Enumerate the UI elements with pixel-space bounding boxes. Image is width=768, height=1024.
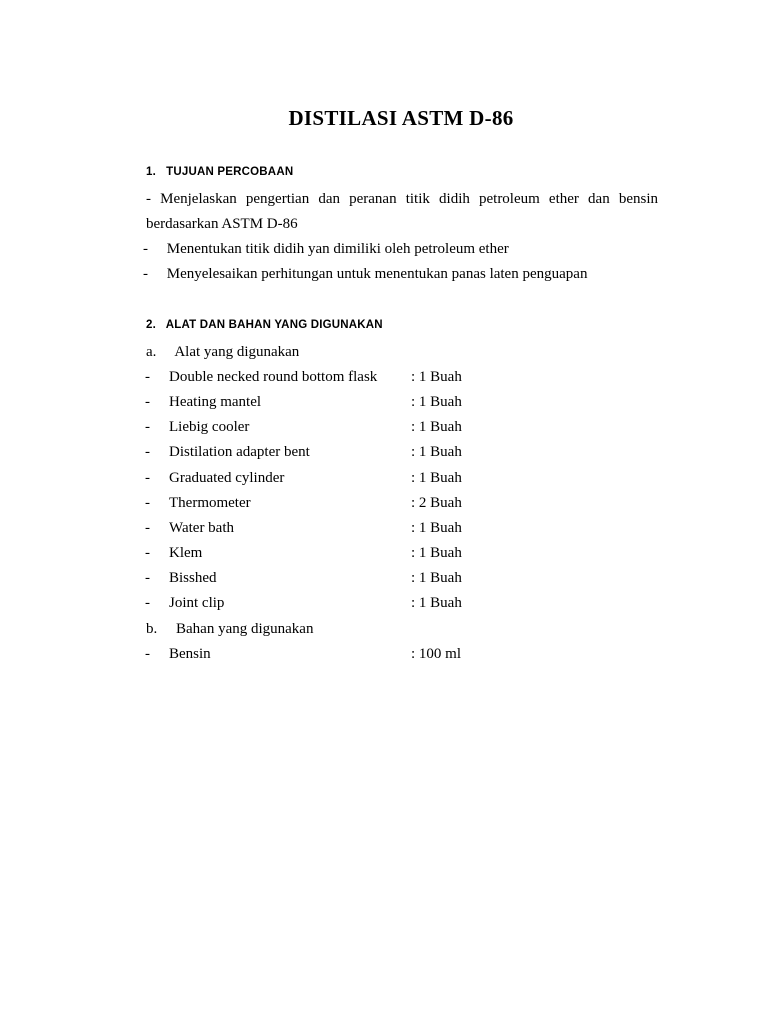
item-quantity: : 1 Buah	[411, 595, 462, 611]
list-item	[0, 519, 768, 539]
list-bullet: -	[145, 444, 150, 460]
list-item	[0, 393, 768, 413]
section-heading-tujuan: 1. TUJUAN PERCOBAAN	[146, 166, 294, 178]
objective-1-line-2: berdasarkan ASTM D-86	[146, 216, 298, 232]
list-bullet: -	[145, 419, 150, 435]
item-name: Klem	[169, 545, 203, 561]
objective-2: - Menentukan titik didih yan dimiliki oleh petroleum ether	[143, 241, 509, 257]
list-bullet: -	[145, 570, 150, 586]
item-name: Bensin	[169, 646, 211, 662]
item-quantity: : 1 Buah	[411, 444, 462, 460]
objective-1-line-1: - Menjelaskan pengertian dan peranan titik didih petroleum ether dan bensin	[146, 191, 658, 207]
item-name: Graduated cylinder	[169, 470, 285, 486]
item-quantity: : 1 Buah	[411, 570, 462, 586]
list-item	[0, 443, 768, 463]
item-name: Water bath	[169, 520, 235, 536]
list-item	[0, 469, 768, 489]
item-quantity: : 1 Buah	[411, 470, 462, 486]
list-bullet: -	[145, 394, 150, 410]
list-item	[0, 368, 768, 388]
list-bullet: -	[145, 369, 150, 385]
list-item	[0, 594, 768, 614]
item-name: Joint clip	[169, 595, 225, 611]
list-item	[0, 418, 768, 438]
item-quantity: : 100 ml	[411, 646, 462, 662]
list-item	[0, 569, 768, 589]
list-bullet: -	[145, 470, 150, 486]
item-name: Thermometer	[169, 495, 251, 511]
list-bullet: -	[145, 520, 150, 536]
list-bullet: -	[145, 495, 150, 511]
list-bullet: -	[145, 545, 150, 561]
item-name: Bisshed	[169, 570, 217, 586]
item-name: Liebig cooler	[169, 419, 250, 435]
document-title: DISTILASI ASTM D-86	[288, 106, 514, 130]
item-quantity: : 1 Buah	[411, 394, 462, 410]
subheading-alat: a. Alat yang digunakan	[146, 344, 300, 360]
list-bullet: -	[145, 595, 150, 611]
objective-3: - Menyelesaikan perhitungan untuk menentukan panas laten penguapan	[143, 266, 588, 282]
item-name: Distilation adapter bent	[169, 444, 310, 460]
item-quantity: : 1 Buah	[411, 545, 462, 561]
section-heading-alat-bahan: 2. ALAT DAN BAHAN YANG DIGUNAKAN	[146, 319, 383, 331]
list-item	[0, 494, 768, 514]
list-bullet: -	[145, 646, 150, 662]
list-item	[0, 544, 768, 564]
item-quantity: : 2 Buah	[411, 495, 462, 511]
item-name: Heating mantel	[169, 394, 262, 410]
item-quantity: : 1 Buah	[411, 369, 462, 385]
item-quantity: : 1 Buah	[411, 520, 462, 536]
list-item	[0, 645, 768, 665]
item-name: Double necked round bottom flask	[169, 369, 378, 385]
subheading-bahan: b. Bahan yang digunakan	[146, 621, 314, 637]
item-quantity: : 1 Buah	[411, 419, 462, 435]
